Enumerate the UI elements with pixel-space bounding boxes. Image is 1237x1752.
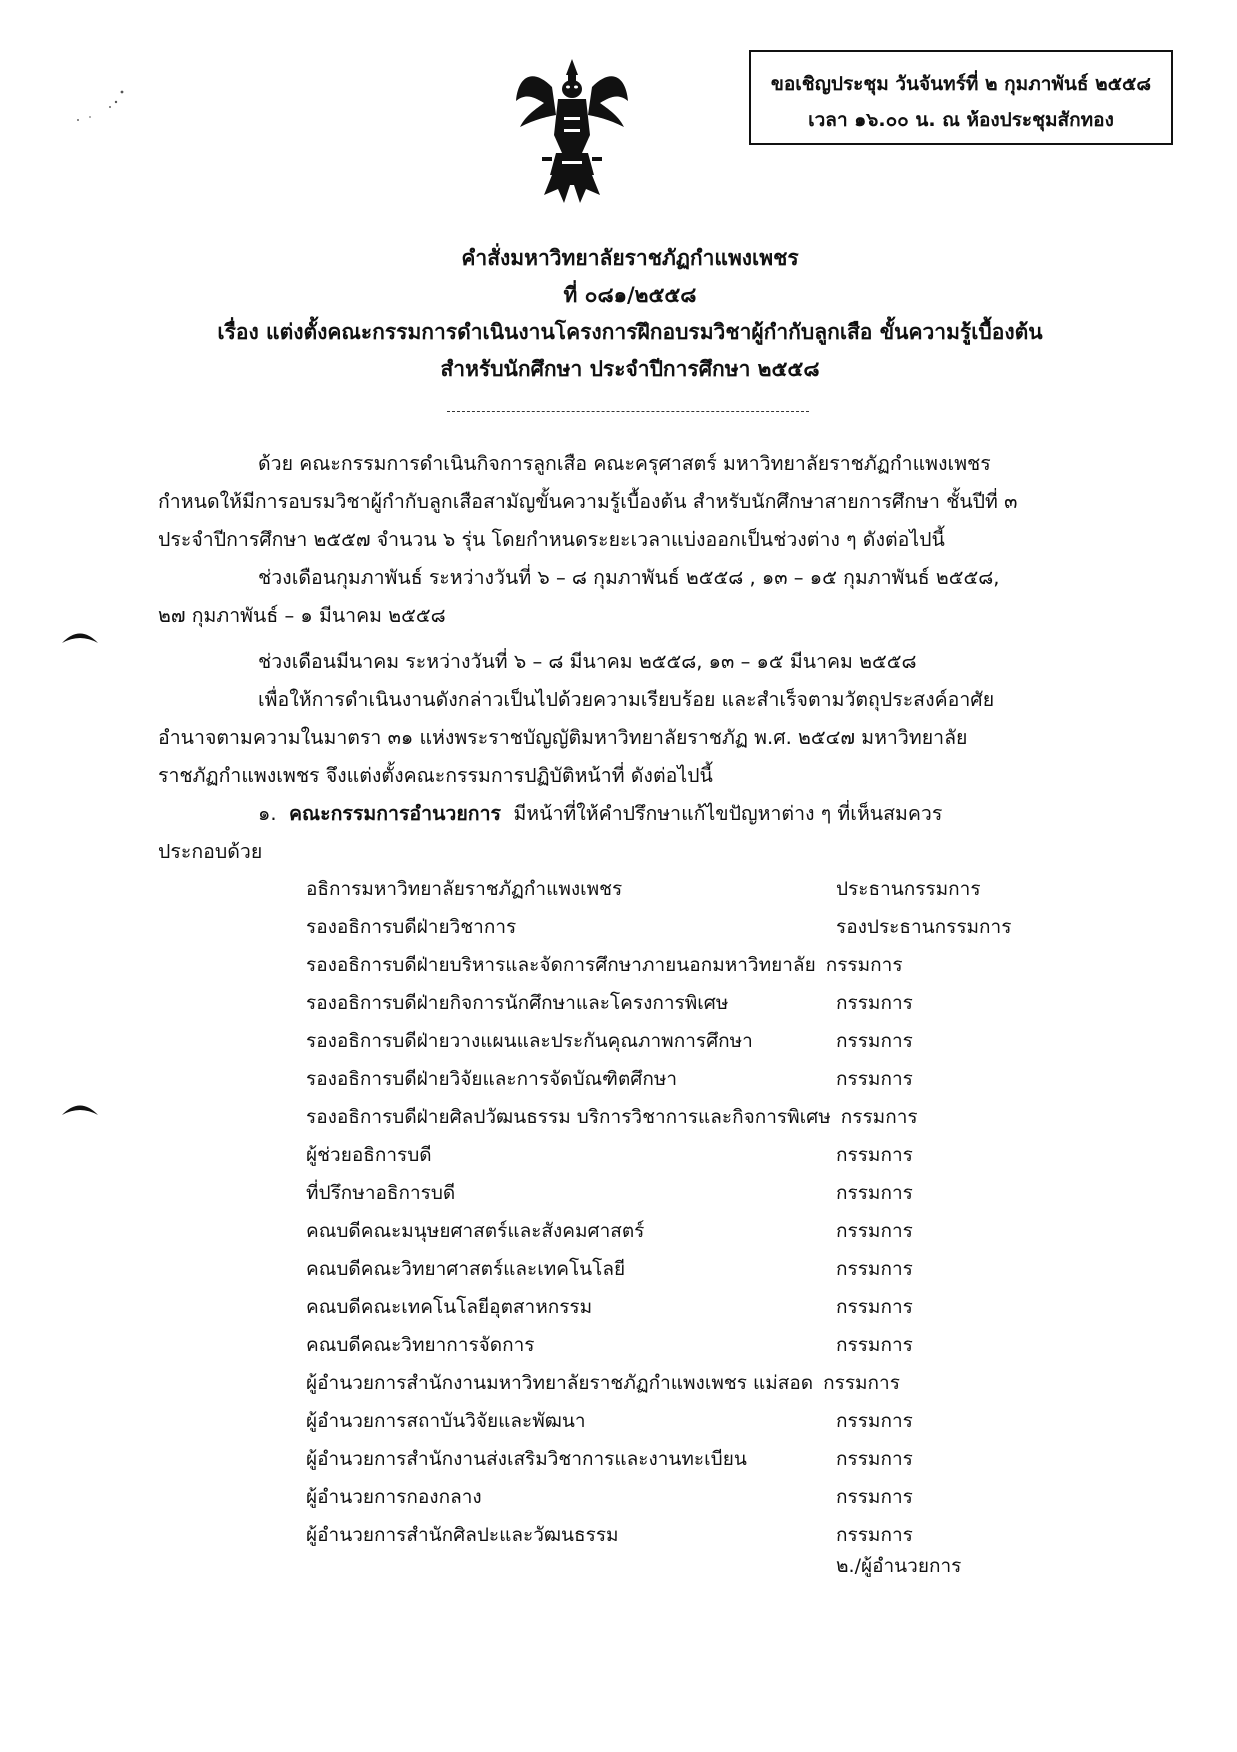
member-position: ผู้อำนวยการกองกลาง	[306, 1486, 482, 1508]
member-position: รองอธิการบดีฝ่ายบริหารและจัดการศึกษาภายนอกมหาวิทยาลัย	[306, 954, 816, 976]
member-position: คณบดีคณะวิทยาศาสตร์และเทคโนโลยี	[306, 1258, 626, 1280]
member-role: กรรมการ	[823, 1372, 900, 1394]
member-row	[306, 1402, 1106, 1440]
para3: ช่วงเดือนมีนาคม ระหว่างวันที่ ๖ – ๘ มีนาคม ๒๕๕๘, ๑๓ – ๑๕ มีนาคม ๒๕๕๘	[258, 650, 917, 673]
member-row	[306, 1022, 1106, 1060]
member-row	[306, 1516, 1106, 1554]
member-row	[306, 1478, 1106, 1516]
member-row	[306, 1250, 1106, 1288]
meeting-invitation-box	[749, 50, 1173, 145]
member-role: กรรมการ	[836, 1410, 913, 1432]
member-position: ผู้ช่วยอธิการบดี	[306, 1144, 432, 1166]
section1-title: คณะกรรมการอำนวยการ	[288, 802, 502, 825]
header-divider	[447, 411, 809, 412]
order-subject-continued: สำหรับนักศึกษา ประจำปีการศึกษา ๒๕๕๘	[440, 357, 820, 381]
member-position: ที่ปรึกษาอธิการบดี	[306, 1182, 456, 1204]
para2-line2: ๒๗ กุมภาพันธ์ – ๑ มีนาคม ๒๕๕๘	[158, 604, 446, 627]
member-role: กรรมการ	[836, 1030, 913, 1052]
para1-line3: ประจำปีการศึกษา ๒๕๕๗ จำนวน ๖ รุ่น โดยกำหนดระยะเวลาแบ่งออกเป็นช่วงต่าง ๆ ดังต่อไปนี้	[158, 528, 945, 551]
punch-hole-mark-bottom	[60, 1100, 100, 1116]
member-row	[306, 1326, 1106, 1364]
section1-number: ๑.	[258, 802, 277, 825]
member-role: กรรมการ	[836, 1068, 913, 1090]
member-role: กรรมการ	[836, 1524, 913, 1546]
member-role: กรรมการ	[836, 992, 913, 1014]
member-position: ผู้อำนวยการสำนักงานมหาวิทยาลัยราชภัฏกำแพงเพชร แม่สอด	[306, 1372, 814, 1394]
member-role: ประธานกรรมการ	[836, 878, 981, 900]
member-row	[306, 1060, 1106, 1098]
member-row	[306, 908, 1106, 946]
member-position: ผู้อำนวยการสำนักศิลปะและวัฒนธรรม	[306, 1524, 619, 1546]
member-role: กรรมการ	[825, 954, 903, 976]
meeting-time-place-line: เวลา ๑๖.๐๐ น. ณ ห้องประชุมสักทอง	[808, 109, 1114, 131]
member-role: กรรมการ	[836, 1448, 913, 1470]
para1-line1: ด้วย คณะกรรมการดำเนินกิจการลูกเสือ คณะครุศาสตร์ มหาวิทยาลัยราชภัฏกำแพงเพชร	[258, 452, 991, 475]
member-role: กรรมการ	[840, 1106, 918, 1128]
member-role: กรรมการ	[836, 1296, 913, 1318]
punch-hole-mark-top	[60, 628, 100, 644]
member-position: คณบดีคณะเทคโนโลยีอุตสาหกรรม	[306, 1296, 593, 1318]
member-role: กรรมการ	[836, 1334, 913, 1356]
para4-line3: ราชภัฏกำแพงเพชร จึงแต่งตั้งคณะกรรมการปฏิบัติหน้าที่ ดังต่อไปนี้	[158, 764, 713, 787]
member-role: กรรมการ	[836, 1182, 913, 1204]
section1-description: มีหน้าที่ให้คำปรึกษาแก้ไขปัญหาต่าง ๆ ที่เห็นสมควร	[513, 802, 943, 825]
scan-specks	[70, 80, 140, 130]
member-position: รองอธิการบดีฝ่ายกิจการนักศึกษาและโครงการพิเศษ	[306, 992, 729, 1014]
para2-line1: ช่วงเดือนกุมภาพันธ์ ระหว่างวันที่ ๖ – ๘ กุมภาพันธ์ ๒๕๕๘ , ๑๓ – ๑๕ กุมภาพันธ์ ๒๕๕๘,	[258, 566, 1000, 589]
member-row	[306, 1364, 1106, 1402]
para4-line2: อำนาจตามความในมาตรา ๓๑ แห่งพระราชบัญญัติมหาวิทยาลัยราชภัฏ พ.ศ. ๒๕๔๗ มหาวิทยาลัย	[158, 726, 968, 749]
member-row	[306, 946, 1106, 984]
para4-line1: เพื่อให้การดำเนินงานดังกล่าวเป็นไปด้วยความเรียบร้อย และสำเร็จตามวัตถุประสงค์อาศัย	[258, 688, 995, 711]
member-position: อธิการมหาวิทยาลัยราชภัฏกำแพงเพชร	[306, 878, 623, 900]
member-position: ผู้อำนวยการสำนักงานส่งเสริมวิชาการและงานทะเบียน	[306, 1448, 747, 1470]
member-role: กรรมการ	[836, 1144, 913, 1166]
member-row	[306, 1212, 1106, 1250]
order-subject: เรื่อง แต่งตั้งคณะกรรมการดำเนินงานโครงการฝึกอบรมวิชาผู้กำกับลูกเสือ ขั้นความรู้เบื้องต้น	[217, 320, 1043, 344]
member-position: คณบดีคณะมนุษยศาสตร์และสังคมศาสตร์	[306, 1220, 645, 1242]
member-role: กรรมการ	[836, 1258, 913, 1280]
member-role: กรรมการ	[836, 1486, 913, 1508]
member-position: คณบดีคณะวิทยาการจัดการ	[306, 1334, 535, 1356]
member-position: รองอธิการบดีฝ่ายวางแผนและประกันคุณภาพการศึกษา	[306, 1030, 753, 1052]
order-number: ที่ ๐๘๑/๒๕๕๘	[563, 283, 697, 307]
garuda-emblem-icon	[512, 57, 632, 207]
committee-member-list	[306, 870, 1106, 1554]
next-page-reference: ๒./ผู้อำนวยการ	[836, 1555, 962, 1577]
member-position: รองอธิการบดีฝ่ายวิชาการ	[306, 916, 517, 938]
para1-line2: กำหนดให้มีการอบรมวิชาผู้กำกับลูกเสือสามัญขั้นความรู้เบื้องต้น สำหรับนักศึกษาสายการศึกษา ชั้นปีที่ ๓	[158, 490, 1018, 513]
meeting-date-line: ขอเชิญประชุม วันจันทร์ที่ ๒ กุมภาพันธ์ ๒๕๕๘	[770, 73, 1152, 95]
member-row	[306, 1440, 1106, 1478]
member-position: ผู้อำนวยการสถาบันวิจัยและพัฒนา	[306, 1410, 586, 1432]
member-row	[306, 1288, 1106, 1326]
member-role: กรรมการ	[836, 1220, 913, 1242]
member-role: รองประธานกรรมการ	[836, 916, 1012, 938]
order-header	[150, 240, 1110, 388]
member-row	[306, 870, 1106, 908]
section1-heading	[158, 795, 1208, 833]
order-title: คำสั่งมหาวิทยาลัยราชภัฏกำแพงเพชร	[461, 246, 799, 270]
member-position: รองอธิการบดีฝ่ายศิลปวัฒนธรรม บริการวิชาการและกิจการพิเศษ	[306, 1106, 831, 1128]
member-row	[306, 984, 1106, 1022]
member-row	[306, 1098, 1106, 1136]
member-row	[306, 1174, 1106, 1212]
member-position: รองอธิการบดีฝ่ายวิจัยและการจัดบัณฑิตศึกษา	[306, 1068, 678, 1090]
member-row	[306, 1136, 1106, 1174]
section1-consists-of: ประกอบด้วย	[158, 840, 263, 863]
